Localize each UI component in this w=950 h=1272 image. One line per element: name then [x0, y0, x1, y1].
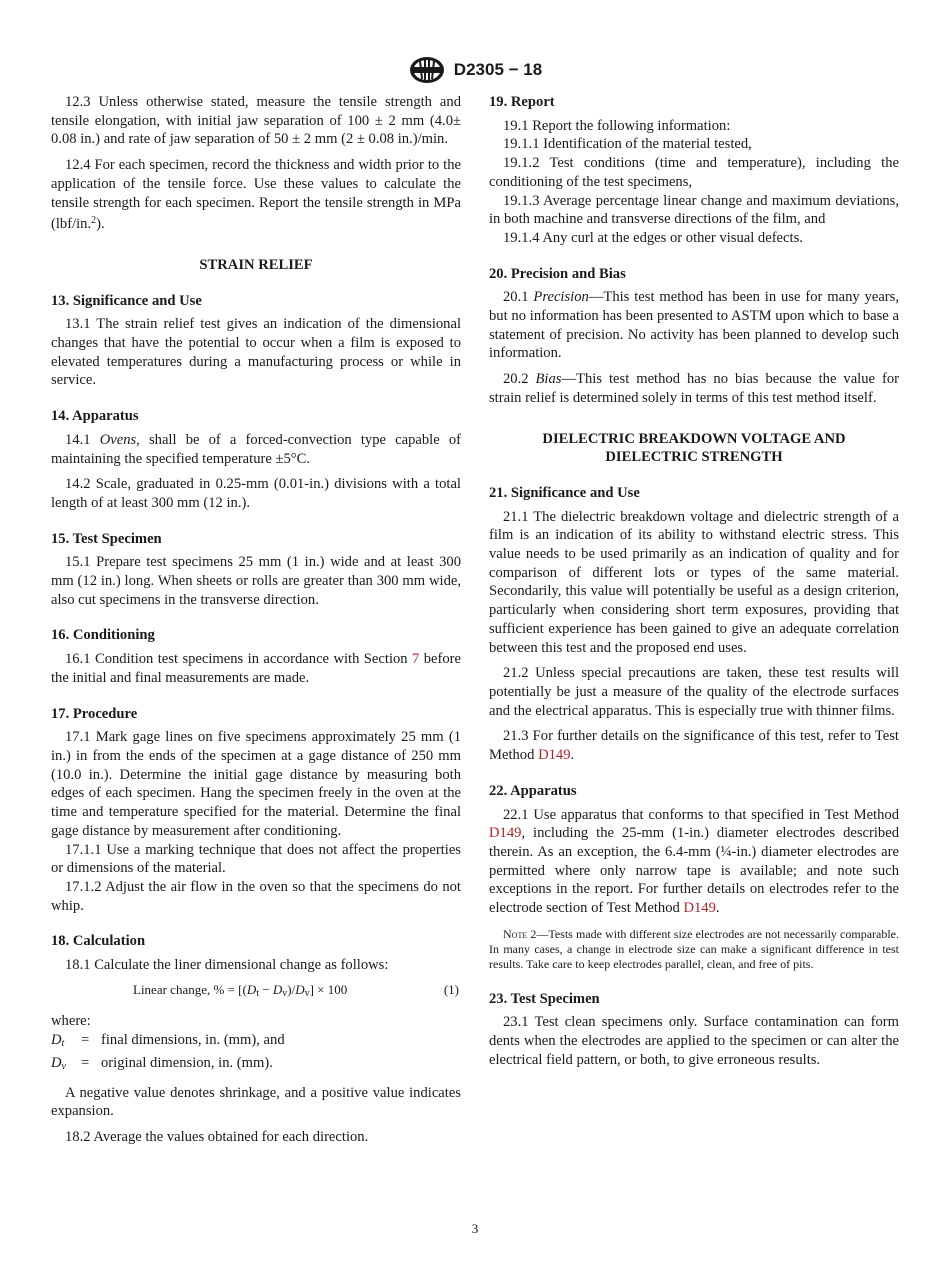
section-7-link[interactable]: 7 — [412, 651, 420, 668]
paragraph-13-1: 13.1 The strain relief test gives an indication of the dimensional changes that have the potential to occur when a film is exposed to elevated temperatures during a manufacturing process or while in service. — [51, 316, 461, 389]
paragraph-12-4: 12.4 For each specimen, record the thickness and width prior to the application of the tensile force. Use these values to calculate the tensile strength for each specimen. Report the tensile strength in MPa (lbf/in.$^2$). — [51, 157, 461, 233]
where-label: where: — [51, 1013, 91, 1030]
section-19-heading: 19. Report — [489, 94, 555, 110]
section-13-heading: 13. Significance and Use — [51, 292, 202, 309]
left-column — [51, 93, 461, 1147]
paragraph-19-1-3: 19.1.3 Average percentage linear change and maximum deviations, in both machine and transverse directions of the film, and — [489, 192, 899, 228]
paragraph-17-1-1: 17.1.1 Use a marking technique that does not affect the properties or dimensions of the material. — [51, 841, 461, 877]
paragraph-18-1: 18.1 Calculate the liner dimensional change as follows: — [65, 957, 389, 974]
section-14-heading: 14. Apparatus — [51, 408, 139, 425]
standard-designation: D2305 − 18 — [453, 60, 543, 79]
d149-link[interactable]: D149 — [489, 825, 522, 842]
d149-link[interactable]: D149 — [683, 900, 716, 917]
paragraph-19-1-1: 19.1.1 Identification of the material tested, — [503, 136, 752, 153]
section-23-heading: 23. Test Specimen — [489, 990, 600, 1007]
paragraph-16-1: 16.1 Condition test specimens in accordance with Section 7 before the initial and final measurements are made. — [51, 651, 461, 686]
equation-expression: Linear change, % = $[(D_t - D_v)/D_v] \times 100$ — [133, 981, 348, 999]
paragraph-19-1: 19.1 Report the following information: — [503, 117, 731, 134]
paragraph-21-2: 21.2 Unless special precautions are taken, these test results will potentially be just a measure of the quality of the electrode surfaces and the electrical apparatus. This is especially true with thinner films. — [489, 665, 899, 719]
equation-1 — [51, 981, 461, 1004]
paragraph-21-1: 21.1 The dielectric breakdown voltage and dielectric strength of a film is an indication of its ability to withstand electric stress. This value needs to be used primarily as an indication of quality and for comparison of different lots or types of the same material. Secondarily, this value will potentially be useful as a design criterion, particularly when considering short term exposures, providing that sufficient experience has been gained to give an adequate correlation between this test and the proposed end uses. — [489, 508, 899, 656]
astm-logo-icon — [408, 55, 446, 85]
variable-dt: $D_t$ = final dimensions, in. (mm), and — [51, 1032, 285, 1050]
paragraph-18-2: 18.2 Average the values obtained for each direction. — [65, 1128, 369, 1145]
paragraph-17-1: 17.1 Mark gage lines on five specimens approximately 25 mm (1 in.) in from the ends of the specimen at a gage distance of 250 mm (10.0 in.). Determine the initial gage distance by measuring both edges of each specimen. Hang the specimen freely in the oven at the time and temperature specified for the material. Determine the final gage distance by measurement after conditioning. — [51, 729, 461, 839]
page-header — [0, 55, 950, 85]
section-15-heading: 15. Test Specimen — [51, 530, 162, 547]
d149-link[interactable]: D149 — [538, 747, 571, 764]
section-16-heading: 16. Conditioning — [51, 627, 155, 644]
section-20-heading: 20. Precision and Bias — [489, 265, 626, 282]
dielectric-heading: DIELECTRIC BREAKDOWN VOLTAGE AND DIELECTRIC STRENGTH — [542, 430, 846, 466]
paragraph-20-2: 20.2 Bias—This test method has no bias because the value for strain relief is determined solely in terms of this test method itself. — [489, 371, 899, 406]
paragraph-19-1-4: 19.1.4 Any curl at the edges or other visual defects. — [503, 229, 803, 246]
paragraph-19-1-2: 19.1.2 Test conditions (time and temperature), including the conditioning of the test specimens, — [489, 155, 899, 190]
paragraph-23-1: 23.1 Test clean specimens only. Surface contamination can form dents when the electrodes are applied to the specimen or can alter the electrical field pattern, or both, to give erroneous results. — [489, 1014, 899, 1068]
paragraph-22-1: 22.1 Use apparatus that conforms to that specified in Test Method D149, including the 25-mm (1-in.) diameter electrodes described therein. As an exception, the 6.4-mm (¼-in.) diameter electrodes are permitted where only narrow tape is available; and note such exceptions in the report. For further details on electrodes refer to the electrode section of Test Method D149. — [489, 806, 899, 917]
paragraph-20-1: 20.1 Precision—This test method has been in use for many years, but no information has been presented to ASTM upon which to base a statement of precision. No activity has been planned to develop such information. — [489, 289, 899, 362]
page-number: 3 — [471, 1221, 479, 1236]
right-column — [489, 93, 899, 1069]
paragraph-12-3: 12.3 Unless otherwise stated, measure the tensile strength and tensile elongation, with initial jaw separation of 100 ± 2 mm (4.0± 0.08 in.) and rate of jaw separation of 50 ± 2 mm (2 ± 0.08 in.)/min. — [51, 94, 461, 148]
section-17-heading: 17. Procedure — [51, 705, 138, 722]
strain-relief-heading: STRAIN RELIEF — [199, 256, 313, 273]
paragraph-21-3: 21.3 For further details on the significance of this test, refer to Test Method D149. — [489, 728, 899, 764]
section-18-heading: 18. Calculation — [51, 933, 146, 950]
equation-number: (1) — [443, 981, 459, 997]
paragraph-14-2: 14.2 Scale, graduated in 0.25-mm (0.01-in.) divisions with a total length of at least 300 mm (12 in.). — [51, 476, 461, 511]
section-21-heading: 21. Significance and Use — [489, 484, 640, 501]
paragraph-17-1-2: 17.1.2 Adjust the air flow in the oven so that the specimens do not whip. — [51, 878, 461, 914]
variable-dv: $D_v$ = original dimension, in. (mm). — [51, 1054, 273, 1072]
paragraph-negative-value: A negative value denotes shrinkage, and a positive value indicates expansion. — [51, 1084, 461, 1120]
paragraph-15-1: 15.1 Prepare test specimens 25 mm (1 in.) wide and at least 300 mm (12 in.) long. When sheets or rolls are greater than 300 mm wide, also cut specimens in the transverse direction. — [51, 554, 461, 608]
note-2: Note 2—Tests made with different size electrodes are not necessarily comparable. In many cases, a change in electrode size can make a significant difference in test results. Take care to keep electrodes parallel, clean, and free of pits. — [489, 926, 899, 972]
section-22-heading: 22. Apparatus — [489, 782, 577, 799]
paragraph-14-1: 14.1 Ovens, shall be of a forced-convection type capable of maintaining the specified temperature ±5°C. — [51, 431, 462, 467]
